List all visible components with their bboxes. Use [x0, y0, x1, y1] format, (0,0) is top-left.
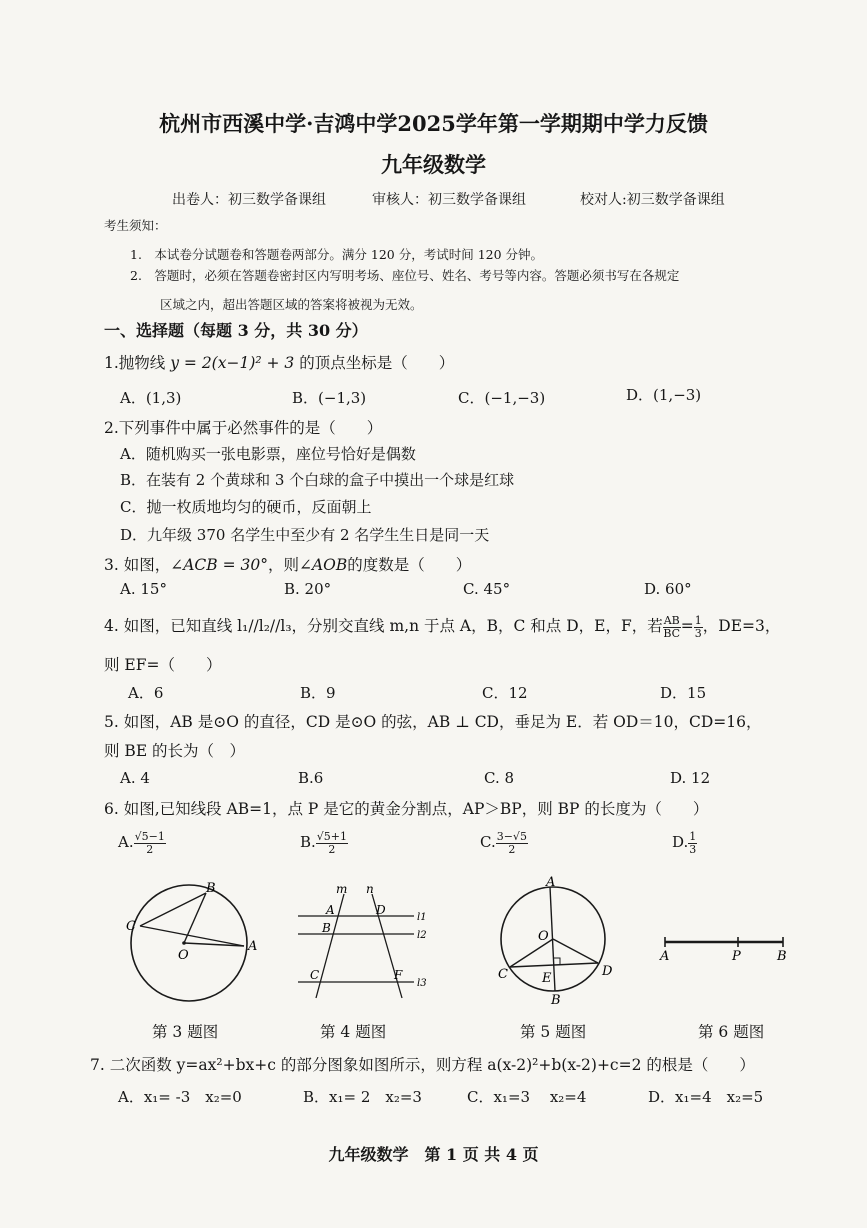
- q3-option-a: A. 15°: [120, 580, 167, 598]
- note-2a: 2. 答题时，必须在答题卷密封区内写明考场、座位号、姓名、考号等内容。答题必须书写在各规定: [130, 268, 680, 283]
- q1-option-c: C．(−1,−3): [458, 389, 546, 407]
- figure-3-caption: 第 3 题图: [152, 1023, 219, 1041]
- q2-option-a: A．随机购买一张电影票，座位号恰好是偶数: [120, 445, 416, 463]
- fig4-label-l1: l1: [417, 912, 427, 923]
- fig4-label-l3: l3: [417, 978, 427, 989]
- figure-3: [120, 880, 280, 1010]
- fig4-label-n: n: [366, 882, 374, 896]
- question-7-stem: 7. 二次函数 y=ax²+bx+c 的部分图象如图所示，则方程 a(x-2)²+b(x-2)+c=2 的根是（ ）: [90, 1056, 755, 1074]
- q4-option-d: D．15: [660, 684, 707, 702]
- fig3-label-b: B: [206, 881, 216, 896]
- question-3-stem: 3. 如图，∠ACB = 30°，则∠AOB的度数是（ ）: [104, 556, 472, 574]
- q5-option-d: D. 12: [670, 769, 711, 787]
- fig5-label-c: C: [498, 967, 508, 982]
- q3-option-b: B. 20°: [284, 580, 332, 598]
- q5-option-a: A. 4: [120, 769, 150, 787]
- q7-option-c: C．x₁=3 x₂=4: [467, 1088, 587, 1106]
- question-2-stem: 2.下列事件中属于必然事件的是（ ）: [104, 419, 383, 437]
- question-6-stem: 6. 如图,已知线段 AB=1，点 P 是它的黄金分割点，AP＞BP，则 BP 的长度为（ ）: [104, 800, 709, 818]
- q4-option-c: C．12: [482, 684, 528, 702]
- q6-option-b: B. $\frac{√5+1}{2}$: [300, 830, 348, 856]
- question-4-stem: 4. 如图，已知直线 l₁//l₂//l₃，分别交直线 m,n 于点 A，B，C 和点 D，E，F，若 $\frac{AB}{BC}$ = $\frac{1}{3}$ ，DE=3，: [104, 613, 781, 640]
- notes-heading: 考生须知：: [104, 218, 167, 233]
- fig3-label-c: C: [126, 919, 136, 934]
- figure-6: [656, 930, 796, 966]
- q6-option-d: D. $\frac{1}{3}$: [672, 830, 697, 856]
- exam-subtitle: 九年级数学: [381, 152, 486, 177]
- q1-option-b: B．(−1,3): [292, 389, 367, 407]
- q1-formula: y = 2(x−1)² + 3: [170, 354, 295, 372]
- fig4-label-c: C: [310, 968, 320, 982]
- fig5-label-d: D: [602, 964, 613, 979]
- q3-option-d: D. 60°: [644, 580, 692, 598]
- question-5-stem: 5. 如图，AB 是⊙O 的直径，CD 是⊙O 的弦，AB ⊥ CD，垂足为 E．若 OD＝10，CD=16，: [104, 713, 762, 731]
- q6-option-c: C. $\frac{3-√5}{2}$: [480, 830, 527, 856]
- fig4-label-f: F: [394, 968, 403, 982]
- q7-option-b: B．x₁= 2 x₂=3: [303, 1088, 422, 1106]
- fig4-label-b: B: [322, 921, 331, 935]
- figure-4-caption: 第 4 题图: [320, 1023, 387, 1041]
- q7-option-d: D．x₁=4 x₂=5: [648, 1088, 764, 1106]
- fig5-label-b: B: [551, 993, 561, 1006]
- q2-option-c: C．抛一枚质地均匀的硬币，反面朝上: [120, 498, 372, 516]
- q3-option-c: C. 45°: [463, 580, 511, 598]
- page-footer: 九年级数学 第 1 页 共 4 页: [328, 1145, 539, 1164]
- fig5-label-o: O: [538, 929, 549, 944]
- fig4-label-l2: l2: [417, 930, 427, 941]
- figure-4: [292, 880, 442, 1008]
- q5-option-b: B.6: [298, 769, 324, 787]
- exam-title: 杭州市西溪中学·吉鸿中学2025学年第一学期期中学力反馈: [159, 111, 708, 136]
- q4-fraction: $\frac{AB}{BC}$: [663, 613, 681, 640]
- section-heading: 一、选择题（每题 3 分，共 30 分）: [104, 321, 368, 340]
- reviewer-info: 审核人：初三数学备课组: [372, 192, 526, 208]
- q2-option-d: D．九年级 370 名学生中至少有 2 名学生生日是同一天: [120, 526, 490, 544]
- question-4-stem-2: 则 EF=（ ）: [104, 656, 222, 674]
- proofreader-info: 校对人:初三数学备课组: [580, 192, 725, 208]
- fig6-label-b: B: [777, 949, 787, 964]
- figure-5: [490, 872, 620, 1006]
- q6-option-a: A. $\frac{√5-1}{2}$: [118, 830, 165, 856]
- note-1: 1. 本试卷分试题卷和答题卷两部分。满分 120 分，考试时间 120 分钟。: [130, 247, 544, 262]
- question-1-stem: 1.抛物线 y = 2(x−1)² + 3 的顶点坐标是（ ）: [104, 354, 455, 372]
- fig5-label-e: E: [542, 971, 552, 986]
- q1-option-a: A．(1,3): [120, 389, 182, 407]
- q7-option-a: A．x₁= -3 x₂=0: [118, 1088, 242, 1106]
- q4-option-a: A．6: [128, 684, 164, 702]
- q5-option-c: C. 8: [484, 769, 515, 787]
- q2-option-b: B．在装有 2 个黄球和 3 个白球的盒子中摸出一个球是红球: [120, 471, 515, 489]
- fig5-label-a: A: [546, 875, 556, 890]
- q4-option-b: B．9: [300, 684, 336, 702]
- fig6-label-a: A: [660, 949, 670, 964]
- question-5-stem-2: 则 BE 的长为（ ）: [104, 742, 246, 760]
- fig6-label-p: P: [732, 949, 741, 964]
- q1-option-d: D．(1,−3): [626, 386, 702, 404]
- fig4-label-d: D: [376, 903, 386, 917]
- fig3-label-a: A: [248, 939, 258, 954]
- setter-info: 出卷人：初三数学备课组: [172, 192, 326, 208]
- figure-6-caption: 第 6 题图: [698, 1023, 765, 1041]
- fig4-label-m: m: [336, 882, 348, 896]
- note-2b: 区域之内，超出答题区域的答案将被视为无效。: [160, 297, 423, 312]
- fig3-label-o: O: [178, 948, 189, 963]
- fig4-label-a: A: [326, 903, 335, 917]
- figure-5-caption: 第 5 题图: [520, 1023, 587, 1041]
